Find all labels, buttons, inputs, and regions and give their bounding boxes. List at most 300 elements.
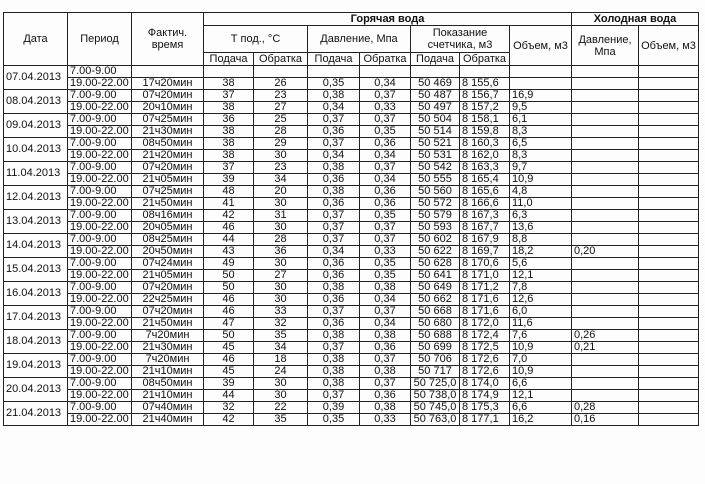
table-row [4, 306, 699, 318]
cold-pressure-cell [572, 126, 639, 138]
volume-cell: 8,3 [510, 126, 572, 138]
cold-pressure-cell: 0,20 [572, 246, 639, 258]
meter-return-cell: 8 165,6 [460, 186, 510, 198]
cold-volume-cell [639, 354, 699, 366]
pressure-return-cell: 0,38 [360, 366, 411, 378]
date-cell: 09.04.2013 [4, 114, 68, 138]
cold-volume-cell [639, 102, 699, 114]
subheader-meter-supply: Подача [411, 53, 460, 66]
meter-return-cell: 8 171,6 [460, 306, 510, 318]
meter-return-cell: 8 162,0 [460, 150, 510, 162]
subheader-meter-return: Обратка [460, 53, 510, 66]
subheader-temp-return: Обратка [254, 53, 308, 66]
date-cell: 17.04.2013 [4, 306, 68, 330]
temp-supply-cell: 38 [204, 138, 254, 150]
volume-cell: 11,6 [510, 318, 572, 330]
period-cell: 7.00-9.00 [68, 138, 132, 150]
temp-return-cell: 30 [254, 282, 308, 294]
period-cell: 19.00-22.00 [68, 318, 132, 330]
cold-pressure-cell [572, 90, 639, 102]
cold-volume-cell [639, 66, 699, 78]
header-period: Период [68, 13, 132, 66]
meter-supply-cell [411, 66, 460, 78]
temp-supply-cell: 38 [204, 126, 254, 138]
header-date: Дата [4, 13, 68, 66]
actual-time-cell: 21ч30мин [132, 342, 204, 354]
date-cell: 12.04.2013 [4, 186, 68, 210]
meter-supply-cell: 50 579 [411, 210, 460, 222]
pressure-supply-cell: 0,37 [308, 114, 360, 126]
meter-supply-cell: 50 497 [411, 102, 460, 114]
cold-volume-cell [639, 318, 699, 330]
cold-volume-cell [639, 174, 699, 186]
pressure-return-cell: 0,34 [360, 150, 411, 162]
meter-return-cell: 8 166,6 [460, 198, 510, 210]
meter-return-cell: 8 158,1 [460, 114, 510, 126]
date-cell: 08.04.2013 [4, 90, 68, 114]
cold-pressure-cell [572, 282, 639, 294]
pressure-return-cell: 0,38 [360, 402, 411, 414]
header-cold-volume: Объем, м3 [639, 26, 699, 66]
period-cell: 7.00-9.00 [68, 114, 132, 126]
pressure-return-cell: 0,37 [360, 162, 411, 174]
volume-cell: 4,8 [510, 186, 572, 198]
cold-pressure-cell [572, 354, 639, 366]
meter-return-cell: 8 174,9 [460, 390, 510, 402]
volume-cell: 10,9 [510, 366, 572, 378]
actual-time-cell: 07ч24мин [132, 258, 204, 270]
temp-supply-cell: 37 [204, 90, 254, 102]
cold-volume-cell [639, 234, 699, 246]
period-cell: 19.00-22.00 [68, 366, 132, 378]
table-row [4, 258, 699, 270]
period-cell: 7.00-9.00 [68, 186, 132, 198]
cold-pressure-cell [572, 258, 639, 270]
table-row [4, 330, 699, 342]
table-row [4, 162, 699, 174]
pressure-return-cell: 0,35 [360, 210, 411, 222]
actual-time-cell: 7ч20мин [132, 354, 204, 366]
date-cell: 14.04.2013 [4, 234, 68, 258]
water-readings-table [3, 12, 699, 426]
volume-cell: 9,7 [510, 162, 572, 174]
actual-time-cell: 07ч20мин [132, 282, 204, 294]
temp-supply-cell: 38 [204, 78, 254, 90]
pressure-return-cell: 0,36 [360, 342, 411, 354]
meter-supply-cell: 50 641 [411, 270, 460, 282]
pressure-return-cell: 0,34 [360, 78, 411, 90]
meter-return-cell: 8 167,9 [460, 234, 510, 246]
temp-return-cell: 27 [254, 102, 308, 114]
pressure-supply-cell: 0,37 [308, 210, 360, 222]
cold-volume-cell [639, 294, 699, 306]
pressure-return-cell: 0,37 [360, 354, 411, 366]
meter-return-cell: 8 172,6 [460, 354, 510, 366]
meter-return-cell: 8 171,6 [460, 294, 510, 306]
pressure-return-cell: 0,34 [360, 174, 411, 186]
period-cell: 19.00-22.00 [68, 174, 132, 186]
cold-pressure-cell: 0,16 [572, 414, 639, 426]
cold-volume-cell [639, 390, 699, 402]
volume-cell: 6,5 [510, 138, 572, 150]
temp-supply-cell: 44 [204, 234, 254, 246]
date-cell: 16.04.2013 [4, 282, 68, 306]
period-cell: 7.00-9.00 [68, 210, 132, 222]
pressure-supply-cell: 0,38 [308, 90, 360, 102]
cold-pressure-cell [572, 138, 639, 150]
pressure-return-cell: 0,33 [360, 414, 411, 426]
period-cell: 7.00-9.00 [68, 354, 132, 366]
period-cell: 19.00-22.00 [68, 222, 132, 234]
actual-time-cell: 21ч30мин [132, 126, 204, 138]
meter-supply-cell: 50 688 [411, 330, 460, 342]
table-row [4, 114, 699, 126]
temp-return-cell: 36 [254, 246, 308, 258]
actual-time-cell: 21ч50мин [132, 198, 204, 210]
volume-cell: 12,1 [510, 390, 572, 402]
volume-cell [510, 66, 572, 78]
meter-return-cell: 8 160,3 [460, 138, 510, 150]
meter-return-cell: 8 172,5 [460, 342, 510, 354]
table-row [4, 102, 699, 114]
cold-pressure-cell [572, 270, 639, 282]
volume-cell: 16,9 [510, 90, 572, 102]
pressure-return-cell: 0,37 [360, 378, 411, 390]
meter-supply-cell: 50 649 [411, 282, 460, 294]
pressure-return-cell: 0,37 [360, 90, 411, 102]
cold-pressure-cell [572, 66, 639, 78]
actual-time-cell [132, 66, 204, 78]
cold-pressure-cell [572, 150, 639, 162]
pressure-return-cell [360, 66, 411, 78]
temp-supply-cell: 38 [204, 150, 254, 162]
header-hot-water: Горячая вода [204, 13, 572, 26]
temp-return-cell: 30 [254, 198, 308, 210]
period-cell: 19.00-22.00 [68, 78, 132, 90]
period-cell: 19.00-22.00 [68, 102, 132, 114]
meter-supply-cell: 50 542 [411, 162, 460, 174]
table-row [4, 78, 699, 90]
temp-return-cell: 32 [254, 318, 308, 330]
temp-return-cell: 22 [254, 402, 308, 414]
actual-time-cell: 21ч50мин [132, 318, 204, 330]
meter-supply-cell: 50 662 [411, 294, 460, 306]
temp-supply-cell: 46 [204, 294, 254, 306]
table-row [4, 138, 699, 150]
period-cell: 19.00-22.00 [68, 342, 132, 354]
temp-return-cell: 18 [254, 354, 308, 366]
temp-return-cell: 34 [254, 342, 308, 354]
meter-supply-cell: 50 469 [411, 78, 460, 90]
actual-time-cell: 17ч20мин [132, 78, 204, 90]
pressure-supply-cell: 0,35 [308, 414, 360, 426]
cold-pressure-cell [572, 294, 639, 306]
cold-volume-cell [639, 402, 699, 414]
header-actual-time: Фактич. время [132, 13, 204, 66]
period-cell: 7.00-9.00 [68, 402, 132, 414]
meter-return-cell: 8 171,0 [460, 270, 510, 282]
pressure-supply-cell: 0,36 [308, 294, 360, 306]
meter-return-cell: 8 159,8 [460, 126, 510, 138]
period-cell: 7.00-9.00 [68, 306, 132, 318]
meter-return-cell: 8 175,3 [460, 402, 510, 414]
actual-time-cell: 21ч10мин [132, 390, 204, 402]
temp-return-cell: 28 [254, 234, 308, 246]
pressure-supply-cell: 0,38 [308, 186, 360, 198]
table-row [4, 366, 699, 378]
meter-return-cell: 8 167,7 [460, 222, 510, 234]
actual-time-cell: 20ч50мин [132, 246, 204, 258]
temp-return-cell: 35 [254, 330, 308, 342]
temp-supply-cell: 49 [204, 258, 254, 270]
actual-time-cell: 08ч25мин [132, 234, 204, 246]
header-pressure: Давление, Мпа [308, 26, 411, 53]
volume-cell [510, 78, 572, 90]
meter-supply-cell: 50 699 [411, 342, 460, 354]
table-row [4, 390, 699, 402]
cold-volume-cell [639, 90, 699, 102]
actual-time-cell: 07ч40мин [132, 402, 204, 414]
table-row [4, 210, 699, 222]
subheader-temp-supply: Подача [204, 53, 254, 66]
table-row [4, 402, 699, 414]
cold-pressure-cell [572, 114, 639, 126]
temp-return-cell: 20 [254, 186, 308, 198]
temp-supply-cell: 36 [204, 114, 254, 126]
table-row [4, 414, 699, 426]
temp-return-cell: 30 [254, 150, 308, 162]
cold-volume-cell [639, 210, 699, 222]
cold-pressure-cell [572, 78, 639, 90]
meter-return-cell: 8 174,0 [460, 378, 510, 390]
cold-volume-cell [639, 222, 699, 234]
volume-cell: 8,8 [510, 234, 572, 246]
meter-supply-cell: 50 514 [411, 126, 460, 138]
table-row [4, 186, 699, 198]
table-row [4, 270, 699, 282]
pressure-supply-cell: 0,38 [308, 330, 360, 342]
cold-pressure-cell [572, 306, 639, 318]
meter-return-cell: 8 169,7 [460, 246, 510, 258]
meter-return-cell: 8 155,6 [460, 78, 510, 90]
meter-supply-cell: 50 628 [411, 258, 460, 270]
volume-cell: 18,2 [510, 246, 572, 258]
actual-time-cell: 07ч25мин [132, 186, 204, 198]
temp-return-cell: 23 [254, 162, 308, 174]
volume-cell: 16,2 [510, 414, 572, 426]
meter-return-cell: 8 163,3 [460, 162, 510, 174]
table-row [4, 198, 699, 210]
period-cell: 7.00-9.00 [68, 258, 132, 270]
volume-cell: 6,3 [510, 210, 572, 222]
date-cell: 15.04.2013 [4, 258, 68, 282]
cold-pressure-cell [572, 318, 639, 330]
date-cell: 07.04.2013 [4, 66, 68, 90]
meter-supply-cell: 50 504 [411, 114, 460, 126]
date-cell: 18.04.2013 [4, 330, 68, 354]
temp-supply-cell: 50 [204, 282, 254, 294]
meter-return-cell: 8 157,2 [460, 102, 510, 114]
meter-supply-cell: 50 717 [411, 366, 460, 378]
pressure-return-cell: 0,36 [360, 198, 411, 210]
actual-time-cell: 21ч10мин [132, 366, 204, 378]
actual-time-cell: 08ч50мин [132, 378, 204, 390]
table-row [4, 246, 699, 258]
period-cell: 19.00-22.00 [68, 294, 132, 306]
period-cell: 7.00-9.00 [68, 90, 132, 102]
cold-pressure-cell [572, 390, 639, 402]
temp-return-cell: 29 [254, 138, 308, 150]
pressure-return-cell: 0,34 [360, 294, 411, 306]
subheader-pressure-supply: Подача [308, 53, 360, 66]
pressure-supply-cell: 0,37 [308, 234, 360, 246]
pressure-supply-cell: 0,34 [308, 150, 360, 162]
pressure-supply-cell: 0,38 [308, 282, 360, 294]
temp-return-cell: 27 [254, 270, 308, 282]
temp-supply-cell: 45 [204, 366, 254, 378]
temp-return-cell: 26 [254, 78, 308, 90]
table-row [4, 150, 699, 162]
cold-volume-cell [639, 78, 699, 90]
volume-cell: 13,6 [510, 222, 572, 234]
actual-time-cell: 20ч05мин [132, 222, 204, 234]
cold-pressure-cell [572, 234, 639, 246]
table-row [4, 354, 699, 366]
actual-time-cell: 08ч50мин [132, 138, 204, 150]
pressure-return-cell: 0,37 [360, 306, 411, 318]
temp-supply-cell: 48 [204, 186, 254, 198]
date-cell: 13.04.2013 [4, 210, 68, 234]
pressure-return-cell: 0,37 [360, 234, 411, 246]
cold-pressure-cell: 0,21 [572, 342, 639, 354]
temp-supply-cell: 37 [204, 162, 254, 174]
table-row [4, 126, 699, 138]
cold-volume-cell [639, 306, 699, 318]
actual-time-cell: 20ч10мин [132, 102, 204, 114]
pressure-supply-cell: 0,35 [308, 78, 360, 90]
cold-volume-cell [639, 282, 699, 294]
pressure-supply-cell: 0,38 [308, 162, 360, 174]
cold-volume-cell [639, 342, 699, 354]
cold-volume-cell [639, 330, 699, 342]
pressure-return-cell: 0,37 [360, 222, 411, 234]
cold-volume-cell [639, 186, 699, 198]
date-cell: 10.04.2013 [4, 138, 68, 162]
temp-return-cell: 31 [254, 210, 308, 222]
period-cell: 19.00-22.00 [68, 270, 132, 282]
date-cell: 20.04.2013 [4, 378, 68, 402]
pressure-supply-cell: 0,37 [308, 306, 360, 318]
meter-supply-cell: 50 531 [411, 150, 460, 162]
pressure-supply-cell: 0,36 [308, 270, 360, 282]
temp-supply-cell: 47 [204, 318, 254, 330]
cold-volume-cell [639, 138, 699, 150]
cold-pressure-cell: 0,26 [572, 330, 639, 342]
pressure-return-cell: 0,34 [360, 318, 411, 330]
temp-supply-cell: 50 [204, 270, 254, 282]
volume-cell: 6,1 [510, 114, 572, 126]
pressure-supply-cell: 0,39 [308, 402, 360, 414]
temp-supply-cell: 42 [204, 414, 254, 426]
meter-return-cell [460, 66, 510, 78]
meter-supply-cell: 50 593 [411, 222, 460, 234]
meter-supply-cell: 50 680 [411, 318, 460, 330]
actual-time-cell: 7ч20мин [132, 330, 204, 342]
meter-return-cell: 8 171,2 [460, 282, 510, 294]
volume-cell: 10,9 [510, 342, 572, 354]
temp-return-cell: 30 [254, 378, 308, 390]
meter-supply-cell: 50 602 [411, 234, 460, 246]
meter-return-cell: 8 170,6 [460, 258, 510, 270]
volume-cell: 7,0 [510, 354, 572, 366]
pressure-supply-cell: 0,37 [308, 390, 360, 402]
date-cell: 11.04.2013 [4, 162, 68, 186]
period-cell: 7.00-9.00 [68, 162, 132, 174]
pressure-return-cell: 0,38 [360, 282, 411, 294]
header-cold-pressure: Давление, Мпа [572, 26, 639, 66]
table-row [4, 378, 699, 390]
temp-return-cell: 33 [254, 306, 308, 318]
meter-supply-cell: 50 745,0 [411, 402, 460, 414]
temp-supply-cell: 46 [204, 354, 254, 366]
temp-return-cell: 28 [254, 126, 308, 138]
cold-volume-cell [639, 414, 699, 426]
actual-time-cell: 07ч25мин [132, 114, 204, 126]
cold-pressure-cell [572, 102, 639, 114]
actual-time-cell: 21ч20мин [132, 150, 204, 162]
cold-pressure-cell [572, 186, 639, 198]
temp-return-cell: 30 [254, 222, 308, 234]
period-cell: 7.00-9.00 [68, 234, 132, 246]
meter-supply-cell: 50 560 [411, 186, 460, 198]
table-row [4, 318, 699, 330]
cold-volume-cell [639, 114, 699, 126]
period-cell: 19.00-22.00 [68, 150, 132, 162]
volume-cell: 6,0 [510, 306, 572, 318]
pressure-supply-cell: 0,38 [308, 354, 360, 366]
cold-pressure-cell: 0,28 [572, 402, 639, 414]
pressure-return-cell: 0,35 [360, 126, 411, 138]
meter-supply-cell: 50 738,0 [411, 390, 460, 402]
meter-return-cell: 8 172,6 [460, 366, 510, 378]
table-row [4, 282, 699, 294]
meter-supply-cell: 50 668 [411, 306, 460, 318]
pressure-return-cell: 0,36 [360, 138, 411, 150]
meter-return-cell: 8 172,0 [460, 318, 510, 330]
temp-return-cell: 30 [254, 390, 308, 402]
temp-supply-cell: 39 [204, 378, 254, 390]
pressure-supply-cell: 0,38 [308, 366, 360, 378]
volume-cell: 7,8 [510, 282, 572, 294]
volume-cell: 9,5 [510, 102, 572, 114]
cold-volume-cell [639, 258, 699, 270]
meter-supply-cell: 50 622 [411, 246, 460, 258]
header-volume: Объем, м3 [510, 26, 572, 66]
temp-supply-cell: 46 [204, 222, 254, 234]
pressure-return-cell: 0,37 [360, 114, 411, 126]
cold-pressure-cell [572, 162, 639, 174]
table-row [4, 90, 699, 102]
volume-cell: 10,9 [510, 174, 572, 186]
pressure-supply-cell [308, 66, 360, 78]
volume-cell: 5,6 [510, 258, 572, 270]
volume-cell: 12,1 [510, 270, 572, 282]
volume-cell: 12,6 [510, 294, 572, 306]
meter-supply-cell: 50 725,0 [411, 378, 460, 390]
meter-return-cell: 8 165,4 [460, 174, 510, 186]
temp-supply-cell [204, 66, 254, 78]
temp-supply-cell: 32 [204, 402, 254, 414]
